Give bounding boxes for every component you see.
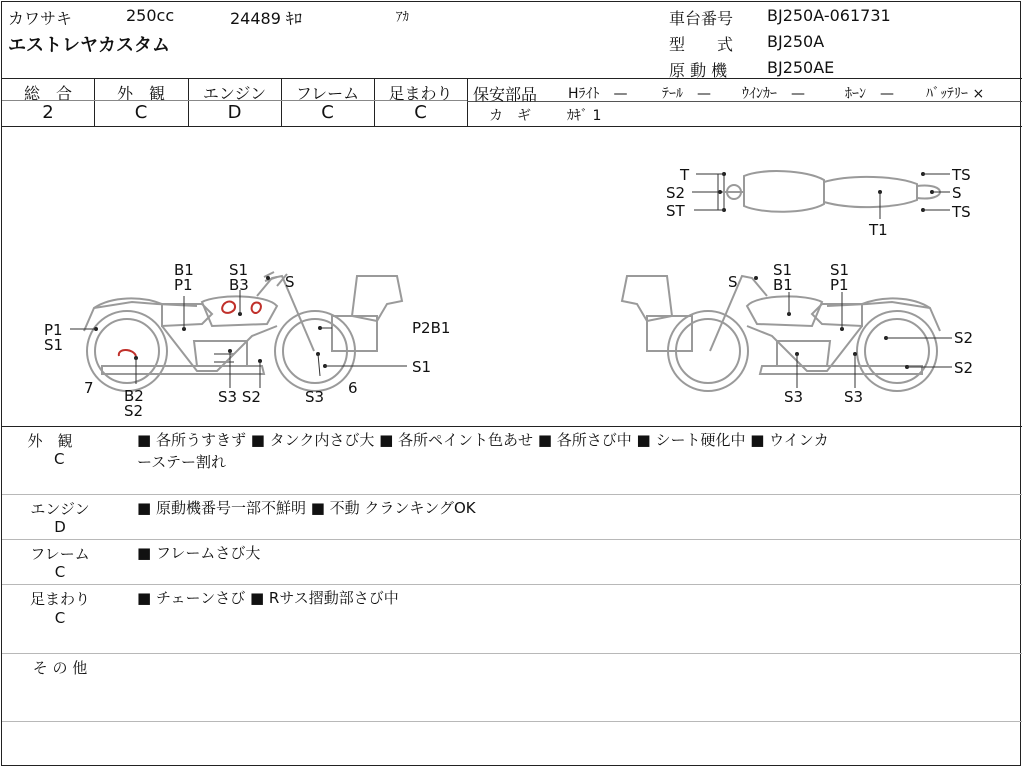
note-exterior-grade: C [54, 450, 65, 468]
note-frame-line1: ■ フレームさび大 [137, 544, 261, 562]
key-label: カ ギ [489, 108, 531, 124]
safety-parts-label: 保安部品 [473, 85, 538, 104]
safety-part-tail: ﾃｰﾙ — [662, 86, 711, 102]
label-s3a-r: S3 [784, 388, 804, 406]
grade-overall-value: 2 [42, 102, 54, 123]
top-view [666, 166, 971, 239]
note-other-category: そ の 他 [32, 659, 88, 677]
label-b1: B1 [174, 261, 194, 279]
label-s1-left: S1 [44, 336, 64, 354]
engine-label: 原 動 機 [669, 61, 728, 80]
inspection-sheet [1, 1, 1021, 766]
grade-engine-label: エンジン [202, 84, 267, 103]
label-p2b1: P2B1 [412, 319, 451, 337]
label-s2: S2 [124, 402, 144, 420]
label-6: 6 [348, 379, 358, 397]
label-b2: B2 [124, 387, 144, 405]
label-s2a-r: S2 [954, 329, 974, 347]
label-s1-right: S1 [412, 358, 432, 376]
safety-part-horn: ﾎｰﾝ — [845, 86, 894, 102]
displacement: 250cc [126, 6, 175, 25]
note-frame-category: フレーム [30, 545, 90, 563]
safety-part-battery: ﾊﾞｯﾃﾘｰ × [926, 86, 985, 102]
label-p1: P1 [174, 276, 193, 294]
label-st-top: ST [666, 202, 685, 220]
label-p1-left: P1 [44, 321, 63, 339]
label-s2-top: S2 [666, 184, 686, 202]
engine-value: BJ250AE [767, 58, 835, 77]
label-s1-r: S1 [773, 261, 793, 279]
label-s3b-r: S3 [844, 388, 864, 406]
mileage: 24489 ｷﾛ [230, 9, 302, 28]
label-p1-r: P1 [830, 276, 849, 294]
left-side-view [44, 261, 450, 420]
label-s2b-r: S2 [954, 359, 974, 377]
grade-exterior-value: C [134, 102, 148, 123]
frame-no: BJ250A-061731 [767, 6, 891, 25]
note-suspension-line1: ■ チェーンさび ■ Rサス摺動部さび中 [137, 589, 399, 607]
label-7: 7 [84, 379, 94, 397]
note-suspension-grade: C [54, 609, 66, 627]
grade-overall-label: 総 合 [23, 84, 72, 103]
grade-frame-value: C [321, 102, 334, 123]
label-t1-top: T1 [869, 221, 888, 239]
label-s3: S3 [305, 388, 325, 406]
type-value: BJ250A [767, 32, 825, 51]
frame-no-label: 車台番号 [669, 9, 734, 28]
note-exterior-category: 外 観 [27, 432, 73, 450]
note-engine-grade: D [54, 518, 66, 536]
label-s-top: S [285, 273, 295, 291]
grade-engine-value: D [227, 102, 242, 123]
label-b1-r: B1 [773, 276, 793, 294]
maker: カワサキ [8, 9, 73, 28]
grade-suspension-label: 足まわり [388, 84, 453, 103]
label-s3s2: S3 S2 [218, 388, 261, 406]
model-name: エストレヤカスタム [8, 35, 170, 56]
label-ts1-top: TS [952, 166, 971, 184]
note-engine-category: エンジン [30, 500, 90, 518]
grade-exterior-label: 外 観 [116, 84, 165, 103]
note-exterior-line1: ■ 各所うすきず ■ タンク内さび大 ■ 各所ペイント色あせ ■ 各所さび中 ■ シート硬化中 ■ ウインカ [137, 431, 829, 449]
label-s-top-view: S [952, 184, 962, 202]
label-b3: B3 [229, 276, 249, 294]
safety-part-headlight: Hﾗｲﾄ — [568, 86, 628, 102]
note-frame-grade: C [54, 563, 66, 581]
grade-frame-label: フレーム [295, 84, 360, 103]
right-side-view [622, 261, 973, 406]
note-engine-line1: ■ 原動機番号一部不鮮明 ■ 不動 クランキングOK [137, 499, 476, 517]
label-t-top: T [680, 166, 690, 184]
label-s-top-r: S [728, 273, 738, 291]
safety-part-winker: ｳｲﾝｶｰ — [742, 86, 805, 102]
note-suspension-category: 足まわり [29, 590, 90, 608]
color: ｱｶ [396, 10, 409, 25]
note-exterior-line2: ーステー割れ [137, 453, 226, 471]
label-ts2-top: TS [952, 203, 971, 221]
grade-suspension-value: C [414, 102, 427, 123]
label-s1: S1 [229, 261, 249, 279]
key-value: ｶｷﾞ 1 [567, 108, 602, 124]
divider [2, 78, 1022, 79]
label-s1-r2: S1 [830, 261, 850, 279]
type-label: 型 式 [669, 35, 734, 54]
damage-diagram [2, 126, 1022, 426]
